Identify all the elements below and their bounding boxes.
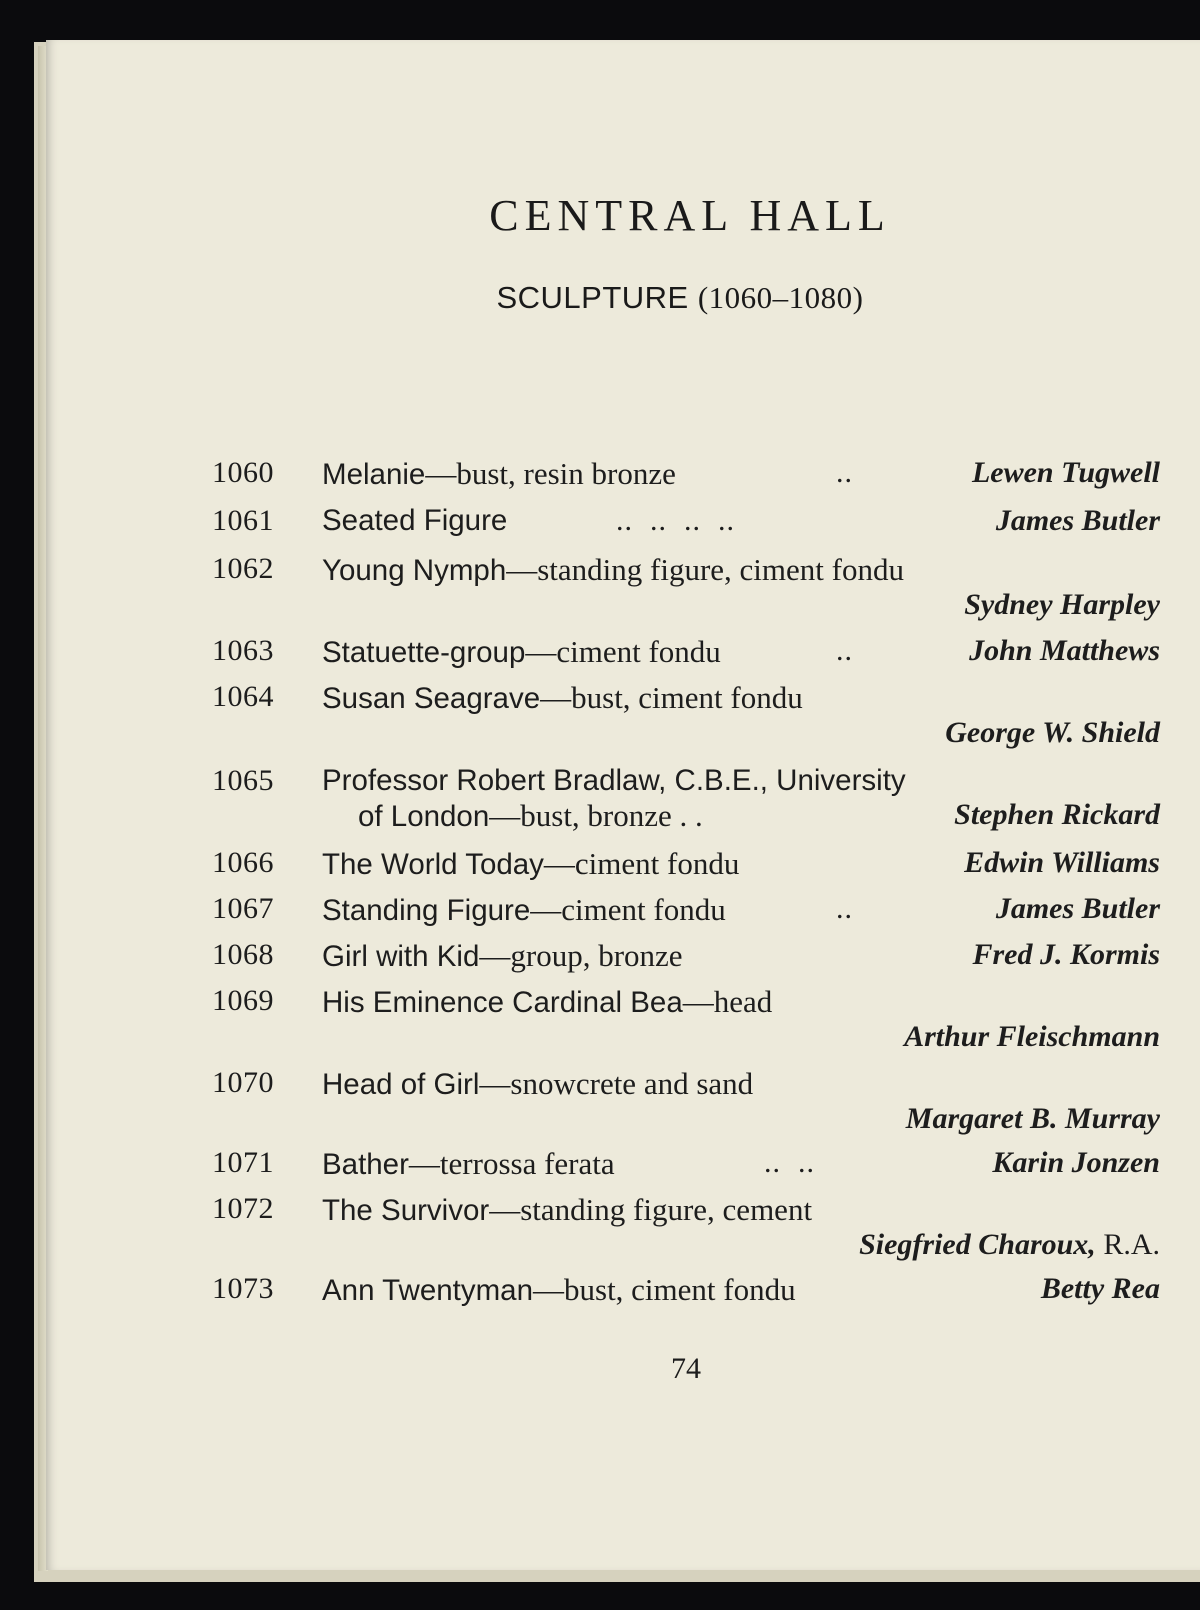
entry-artist: George W. Shield [945,716,1160,749]
entry-artist: Siegfried Charoux, R.A. [859,1228,1160,1261]
entry-title: Ann Twentyman—bust, ciment fondu [322,1272,796,1307]
entry-artist: Margaret B. Murray [905,1102,1160,1135]
entry-title-continued: of London—bust, bronze . . [358,798,703,833]
page-title: CENTRAL HALL [489,191,891,240]
entry-artist: Stephen Rickard [954,798,1160,831]
entry-artist: Sydney Harpley [964,588,1160,621]
entry-number: 1060 [212,456,274,489]
entry-title: Susan Seagrave—bust, ciment fondu [322,680,803,715]
entry-number: 1069 [212,984,274,1017]
entry-number: 1070 [212,1066,274,1099]
section-subtitle [0,280,1200,316]
entry-artist: Betty Rea [1040,1272,1160,1305]
dot-leader: .. [836,892,853,925]
entry-title: The World Today—ciment fondu [322,846,740,881]
entry-number: 1071 [212,1146,274,1179]
entry-title: The Survivor—standing figure, cement [322,1192,813,1227]
dot-leader: .. [836,456,853,489]
entry-title: Statuette-group—ciment fondu [322,634,721,669]
entry-artist: Karin Jonzen [992,1146,1160,1179]
entry-number: 1067 [212,892,274,925]
subtitle-label: SCULPTURE [496,280,689,315]
entry-number: 1063 [212,634,274,667]
dot-leader: .. .. .. .. [616,504,735,537]
entry-artist: James Butler [995,892,1160,925]
entry-title: Bather—terrossa ferata [322,1146,615,1181]
entry-title: Melanie—bust, resin bronze [322,456,676,491]
page-number: 74 [671,1352,701,1385]
entry-number: 1064 [212,680,274,713]
entry-title: Standing Figure—ciment fondu [322,892,726,927]
entry-artist: Arthur Fleischmann [904,1020,1160,1053]
entry-number: 1068 [212,938,274,971]
entry-artist: James Butler [995,504,1160,537]
entry-artist: Lewen Tugwell [971,456,1160,489]
entry-number: 1072 [212,1192,274,1225]
entry-title: Head of Girl—snowcrete and sand [322,1066,754,1101]
entry-title: Professor Robert Bradlaw, C.B.E., University [322,764,906,797]
entry-artist: John Matthews [969,634,1160,667]
entry-number: 1062 [212,552,274,585]
entry-number: 1065 [212,764,274,797]
entry-artist: Fred J. Kormis [972,938,1160,971]
entry-title: Young Nymph—standing figure, ciment fondu [322,552,904,587]
entry-number: 1073 [212,1272,274,1305]
entry-title: Girl with Kid—group, bronze [322,938,683,973]
subtitle-range: (1060–1080) [697,280,864,315]
dot-leader: .. .. [764,1146,815,1179]
entry-number: 1061 [212,504,274,537]
entry-artist: Edwin Williams [964,846,1160,879]
entry-title: Seated Figure [322,504,508,537]
dot-leader: .. [836,634,853,667]
entry-title: His Eminence Cardinal Bea—head [322,984,773,1019]
entry-number: 1066 [212,846,274,879]
